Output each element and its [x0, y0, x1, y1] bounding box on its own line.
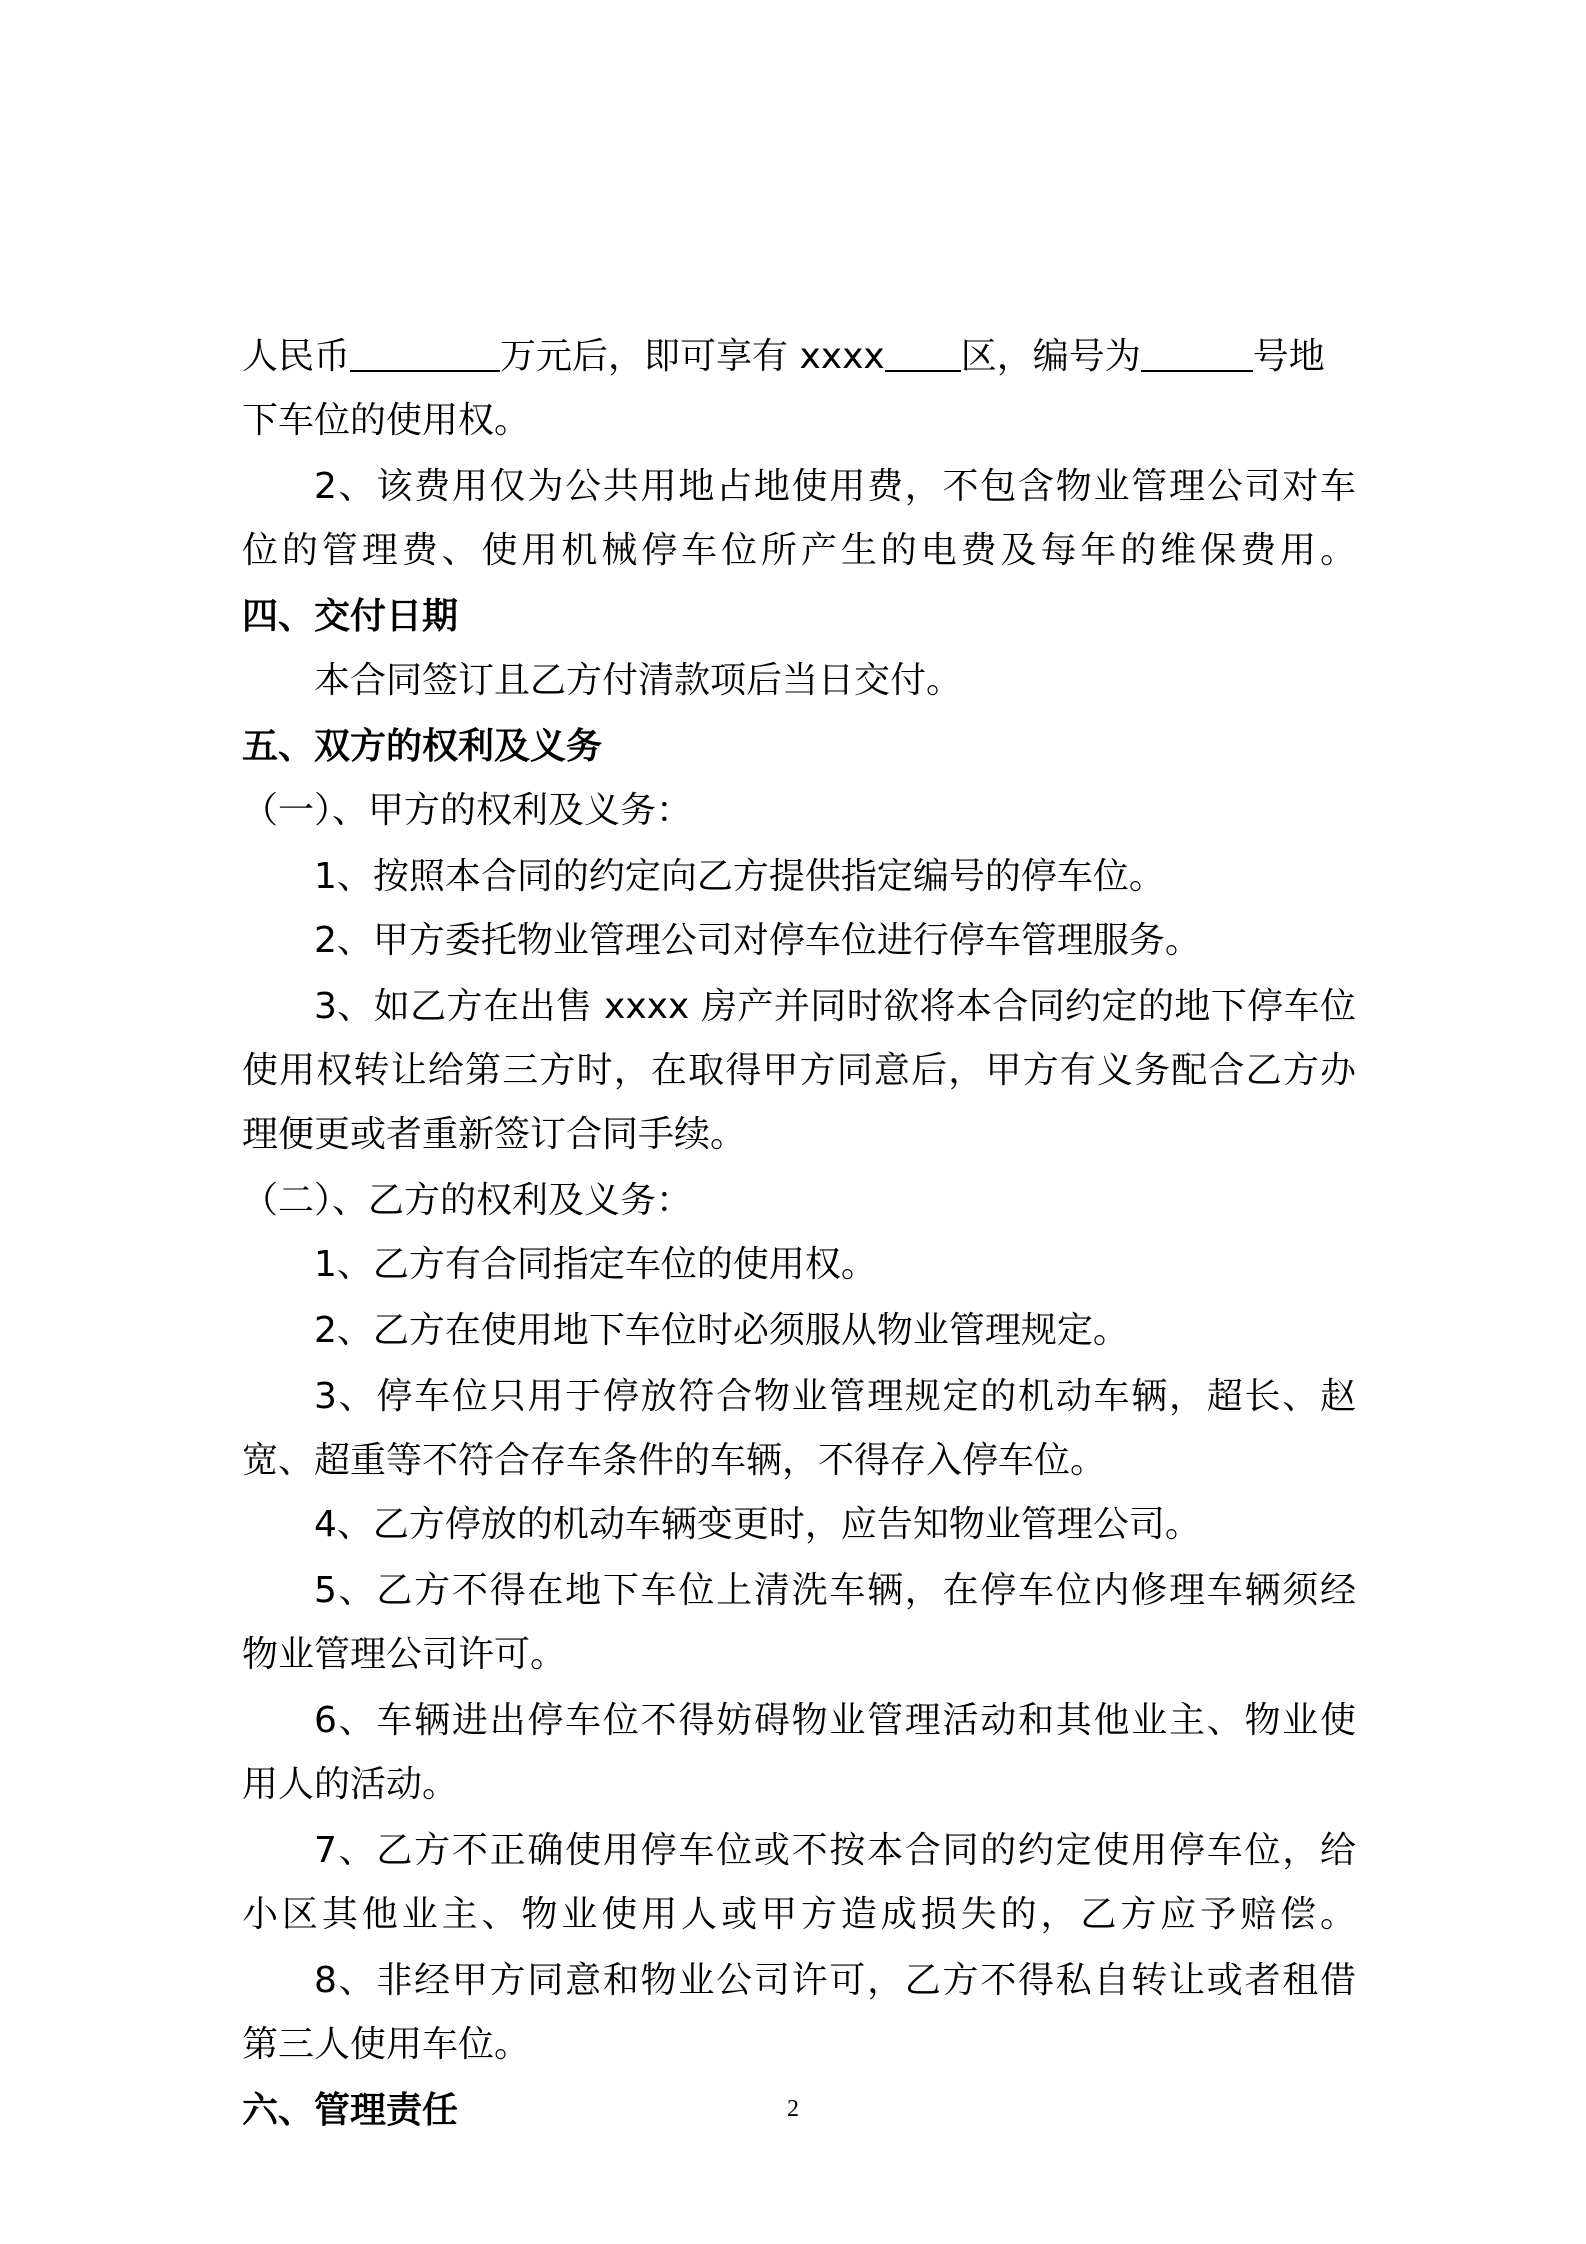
- section-heading: 六、管理责任: [242, 2090, 459, 2131]
- list-item: 4、乙方停放的机动车辆变更时，应告知物业管理公司。: [314, 1504, 1201, 1545]
- fill-blank-area: [885, 334, 961, 372]
- paragraph-line: 用人的活动。: [242, 1764, 459, 1805]
- section-heading: 五、双方的权利及义务: [242, 726, 603, 767]
- paragraph-line: 物业管理公司许可。: [242, 1634, 567, 1675]
- paragraph-line: 理便更或者重新签订合同手续。: [242, 1114, 747, 1155]
- paragraph-line: 第三人使用车位。: [242, 2024, 531, 2065]
- list-item: 8、非经甲方同意和物业公司许可，乙方不得私自转让或者租借: [314, 1960, 1356, 2001]
- paragraph-line: 小区其他业主、物业使用人或甲方造成损失的，乙方应予赔偿。: [242, 1894, 1356, 1935]
- list-item: 2、甲方委托物业管理公司对停车位进行停车管理服务。: [314, 920, 1201, 961]
- section-heading: 四、交付日期: [242, 596, 459, 637]
- text-segment: 万元后，即可享有 xxxx: [500, 336, 885, 377]
- paragraph-line: 宽、超重等不符合存车条件的车辆，不得存入停车位。: [242, 1440, 1107, 1481]
- list-item: 3、停车位只用于停放符合物业管理规定的机动车辆，超长、赵: [314, 1376, 1356, 1417]
- subsection-heading: （二）、乙方的权利及义务：: [242, 1180, 693, 1221]
- paragraph-line: 2、该费用仅为公共用地占地使用费，不包含物业管理公司对车: [314, 466, 1356, 507]
- paragraph-line: 下车位的使用权。: [242, 400, 531, 441]
- text-segment: 区，编号为: [960, 336, 1141, 377]
- list-item: 1、乙方有合同指定车位的使用权。: [314, 1244, 877, 1285]
- list-item: 6、车辆进出停车位不得妨碍物业管理活动和其他业主、物业使: [314, 1700, 1356, 1741]
- list-item: 5、乙方不得在地下车位上清洗车辆，在停车位内修理车辆须经: [314, 1570, 1356, 1611]
- text-segment: 人民币: [242, 336, 351, 377]
- page-number: 2: [787, 2096, 799, 2122]
- paragraph-line: 位的管理费、使用机械停车位所产生的电费及每年的维保费用。: [242, 530, 1356, 571]
- fill-blank-number: [1141, 334, 1253, 372]
- text-segment: 号地: [1252, 336, 1325, 377]
- subsection-heading: （一）、甲方的权利及义务：: [242, 790, 693, 831]
- list-item: 2、乙方在使用地下车位时必须服从物业管理规定。: [314, 1310, 1129, 1351]
- paragraph-line: 使用权转让给第三方时，在取得甲方同意后，甲方有义务配合乙方办: [242, 1050, 1356, 1091]
- list-item: 1、按照本合同的约定向乙方提供指定编号的停车位。: [314, 856, 1165, 897]
- fill-blank-amount: [350, 334, 500, 372]
- paragraph-line: 本合同签订且乙方付清款项后当日交付。: [314, 660, 963, 701]
- paragraph-line: [242, 332, 1325, 382]
- list-item: 7、乙方不正确使用停车位或不按本合同的约定使用停车位，给: [314, 1830, 1356, 1871]
- list-item: 3、如乙方在出售 xxxx 房产并同时欲将本合同约定的地下停车位: [314, 986, 1356, 1027]
